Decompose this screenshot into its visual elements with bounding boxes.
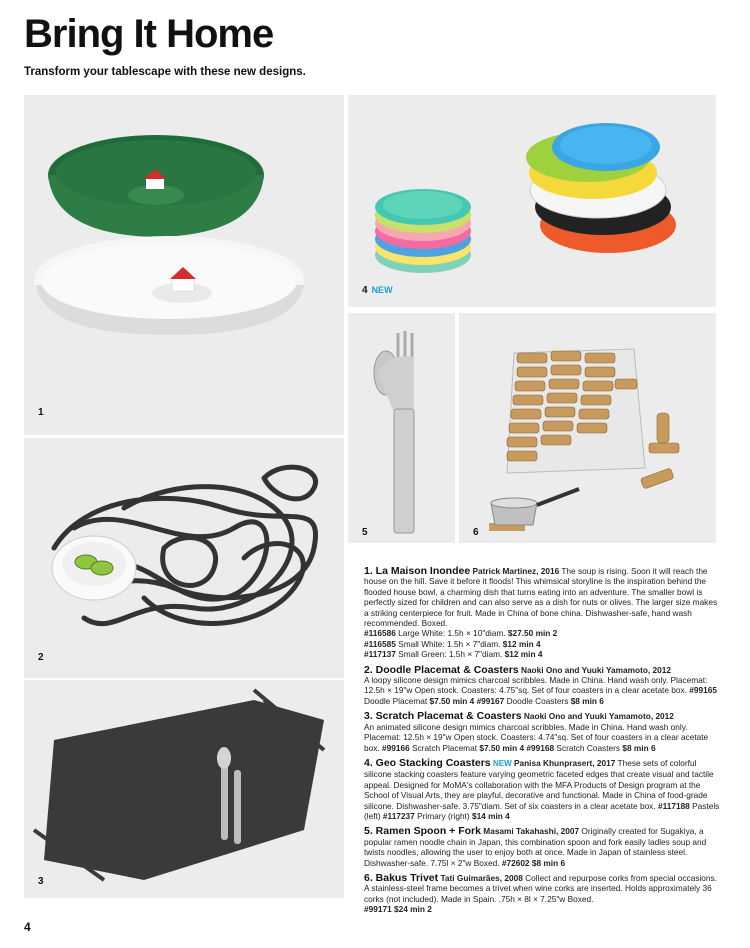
panel-number-2: 2 xyxy=(38,652,44,663)
product-designer: Masami Takahashi, 2007 xyxy=(483,826,580,837)
product-image-5 xyxy=(348,313,455,543)
product-body: These sets of colorful silicone stacking coasters feature varying geometric faceted edges that create visual and tactile appeal. Designed for MoMA's collaboration with the MFA Products of Design program at the School of Visual Arts, they are playful, decorative and functional. Made in China of food-grade silicone. Dishwasher-safe. 3.75"diam. Set of six coasters in a clear acetate box. xyxy=(364,757,714,811)
panel-number-6: 6 xyxy=(473,527,479,538)
product-sku: #117188 xyxy=(657,800,690,811)
product-variant: Doodle Placemat xyxy=(364,695,428,706)
product-designer: Panisa Khunprasert, 2017 xyxy=(513,757,616,768)
product-body: A loopy silicone design mimics charcoal scribbles. Made in China. Hand wash only. Placemat: 12.5h × 19"w Open stock. Coasters: 4.75"sq. Set of four coasters in a clear acetate box. xyxy=(364,675,708,696)
product-image-2 xyxy=(24,438,344,678)
product-variant: Primary (right) xyxy=(417,810,470,821)
product-sku: #116586 xyxy=(364,628,396,639)
product-price: $8 min 6 xyxy=(570,695,604,706)
product-variant: Scratch Coasters xyxy=(556,742,621,753)
page-title: Bring It Home xyxy=(24,12,274,56)
product-body: Originally created for Sugakiya, a popular ramen noodle chain in Japan, this combination spoon and fork easily ladles soup and twists noodles, allowing the user to enjoy both at once. Made in Japan of stainless steel. Dishwasher-safe. 7.75l × 2"w Boxed. xyxy=(364,826,707,868)
product-designer: Naoki Ono and Yuuki Yamamoto, 2012 xyxy=(523,711,674,722)
doodle-placemat-illustration xyxy=(24,438,344,678)
product-price: $7.50 min 4 xyxy=(479,742,525,753)
product-entry-1 xyxy=(364,566,720,660)
page-number: 4 xyxy=(24,920,31,934)
ramen-spoon-fork-illustration xyxy=(348,313,455,543)
product-entry-4 xyxy=(364,758,720,821)
page-subtitle: Transform your tablescape with these new designs. xyxy=(24,66,306,78)
product-sku: #99166 xyxy=(382,742,410,753)
product-image-4 xyxy=(348,95,716,307)
product-price: $7.50 min 4 xyxy=(429,695,475,706)
product-price: $27.50 min 2 xyxy=(507,628,558,639)
panel-number-4: 4 NEW xyxy=(362,285,393,296)
product-entry-5 xyxy=(364,826,720,868)
product-body: Collect and repurpose corks from special occasions. A stainless-steel frame becomes a trivet when wine corks are inserted. Holds approximately 36 corks (not included). Made in Spain. .75h × 8l × 7.25"w Boxed. xyxy=(364,872,717,904)
product-price: $14 min 4 xyxy=(471,810,510,821)
product-sku: #99168 xyxy=(526,742,555,753)
new-badge: NEW xyxy=(371,285,393,295)
product-title: 5. Ramen Spoon + Fork xyxy=(364,825,481,838)
panel-number-5: 5 xyxy=(362,527,368,538)
product-variant: Large White: 1.5h × 10"diam. xyxy=(398,628,506,639)
panel-number-1: 1 xyxy=(38,407,44,418)
geo-coasters-illustration xyxy=(348,95,716,307)
house-bowls-illustration xyxy=(24,95,344,435)
product-price: $8 min 6 xyxy=(531,857,566,868)
product-title: 3. Scratch Placemat & Coasters xyxy=(364,710,522,723)
product-title: 2. Doodle Placemat & Coasters xyxy=(364,663,519,676)
product-body: The soup is rising. Soon it will reach the house on the hill. Save it before it floods! This whimsical storyline is the inspiration behind the flooded house bowl, a charming dish that turns eating into an adventure. The smaller bowl is perfectly sized for children and can also serve as a dish for nuts or olives. The larger size makes a striking centerpiece for fruit. Made in China of bone china. Dishwasher-safe, hand wash recommended. Boxed. xyxy=(364,566,718,629)
product-entry-6 xyxy=(364,873,720,915)
product-designer: Patrick Martinez, 2016 xyxy=(472,566,560,576)
product-descriptions xyxy=(364,566,720,920)
product-sku: #72602 xyxy=(501,857,530,868)
product-image-1 xyxy=(24,95,344,435)
product-price: $12 min 4 xyxy=(504,649,543,660)
product-title: 1. La Maison Inondee xyxy=(364,565,471,577)
product-entry-2 xyxy=(364,665,720,707)
product-price: $8 min 6 xyxy=(622,742,656,753)
product-image-6 xyxy=(459,313,716,543)
product-title: 4. Geo Stacking Coasters xyxy=(364,756,491,769)
product-designer: Tati Guimarães, 2008 xyxy=(440,872,523,883)
scratch-placemat-illustration xyxy=(24,680,344,898)
product-sku: #99171 xyxy=(364,904,392,915)
panel-number-3: 3 xyxy=(38,876,44,887)
product-title: 6. Bakus Trivet xyxy=(364,871,439,884)
product-price: $24 min 2 xyxy=(394,904,432,915)
product-variant: Scratch Placemat xyxy=(412,742,478,753)
cork-trivet-illustration xyxy=(459,313,716,543)
product-variant: Small White: 1.5h × 7"diam. xyxy=(398,638,501,649)
product-price: $12 min 4 xyxy=(502,638,541,649)
product-image-3 xyxy=(24,680,344,898)
product-sku: #116585 xyxy=(364,638,396,649)
product-designer: Naoki Ono and Yuuki Yamamoto, 2012 xyxy=(520,664,671,675)
product-variant: Pastels (left) xyxy=(364,800,720,821)
product-sku: #99165 xyxy=(689,685,717,696)
product-entry-3 xyxy=(364,711,720,753)
product-body: An animated silicone design mimics charcoal scribbles. Made in China. Hand wash only. Placemat: 12.5h × 19"w Open stock. Coasters: 4.74"sq. Set of four coasters in a clear acetate box. xyxy=(364,721,709,753)
product-sku: #99167 xyxy=(476,695,505,706)
product-variant: Small Green: 1.5h × 7"diam. xyxy=(398,649,503,660)
new-badge: NEW xyxy=(492,758,512,768)
product-variant: Doodle Coasters xyxy=(506,695,569,706)
product-sku: #117237 xyxy=(382,810,415,821)
product-sku: #117137 xyxy=(364,649,396,660)
